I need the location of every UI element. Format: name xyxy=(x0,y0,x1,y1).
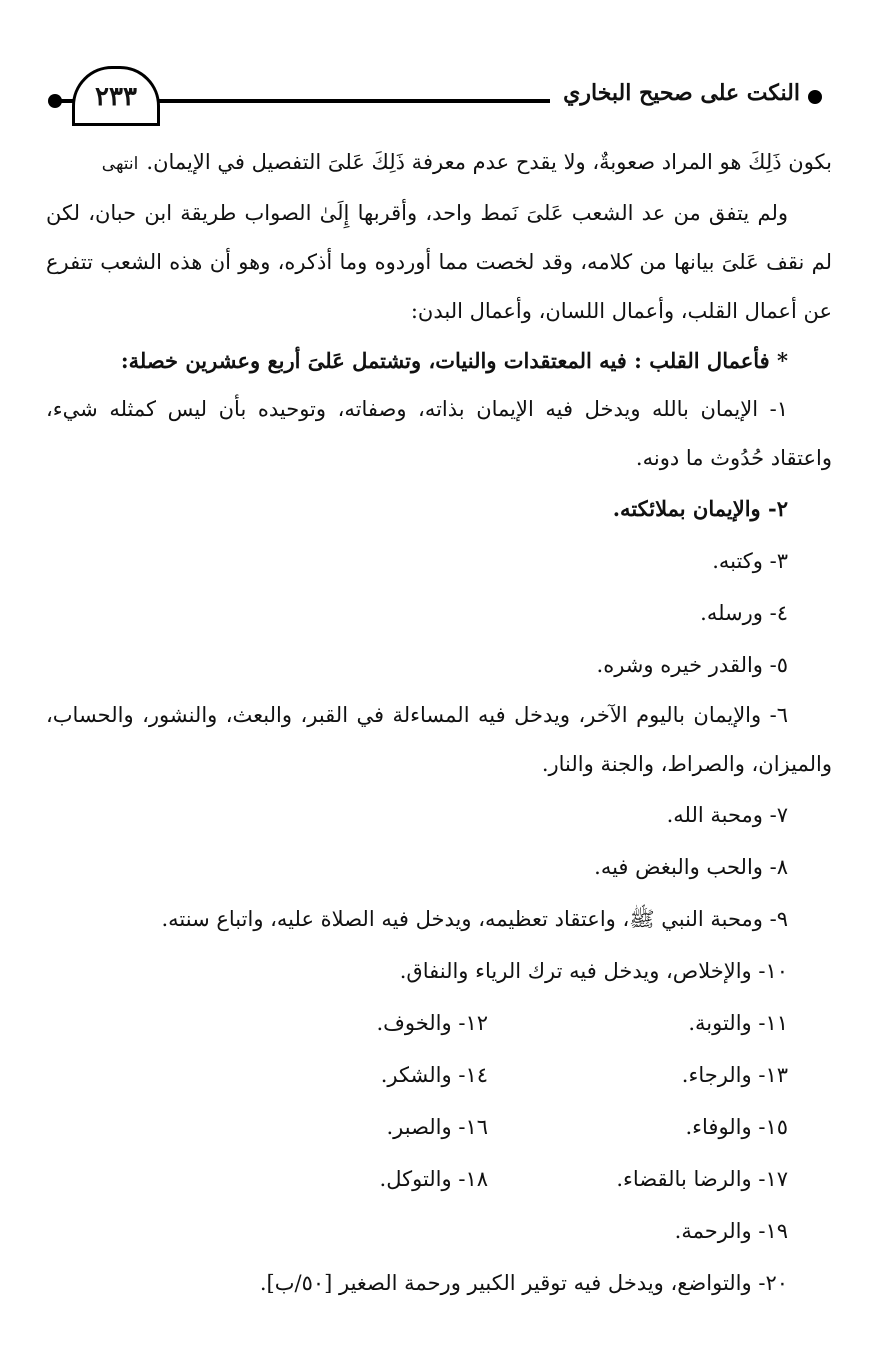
paragraph-1-text: بكون ذَلِكَ هو المراد صعوبةٌ، ولا يقدح عدم معرفة ذَلِكَ عَلىَ التفصيل في الإيمان. xyxy=(146,150,832,174)
list-row-11-12 xyxy=(46,997,832,1049)
list-row-15-16 xyxy=(46,1101,832,1153)
list-item-10: ١٠- والإخلاص، ويدخل فيه ترك الرياء والنفاق. xyxy=(399,959,788,983)
list-item-9: ٩- ومحبة النبي ﷺ، واعتقاد تعظيمه، ويدخل فيه الصلاة عليه، واتباع سنته. xyxy=(161,907,788,931)
header-dot-right xyxy=(808,90,822,104)
book-title: النكت على صحيح البخاري xyxy=(563,80,800,106)
list-item-5: ٥- والقدر خيره وشره. xyxy=(596,653,788,677)
list-item-11: ١١- والتوبة. xyxy=(688,1011,788,1035)
list-item-17: ١٧- والرضا بالقضاء. xyxy=(616,1167,788,1191)
list-item-14: ١٤- والشكر. xyxy=(380,1063,488,1087)
list-item-15: ١٥- والوفاء. xyxy=(685,1115,788,1139)
list-item-6: ٦- والإيمان باليوم الآخر، ويدخل فيه المساءلة في القبر، والبعث، والنشور، والحساب، والميزان، والصراط، والجنة والنار. xyxy=(46,703,832,776)
list-item-13: ١٣- والرجاء. xyxy=(681,1063,788,1087)
section-heading: * فأعمال القلب : فيه المعتقدات والنيات، وتشتمل عَلىَ أربع وعشرين خصلة: xyxy=(120,348,788,373)
list-item-18: ١٨- والتوكل. xyxy=(379,1167,488,1191)
paragraph-1 xyxy=(46,138,832,189)
list-item-20: ٢٠- والتواضع، ويدخل فيه توقير الكبير ورحمة الصغير [٥٠/ب]. xyxy=(259,1271,788,1295)
page-content xyxy=(46,138,832,1309)
page-header xyxy=(40,66,830,136)
list-item-7: ٧- ومحبة الله. xyxy=(666,803,788,827)
list-item-19: ١٩- والرحمة. xyxy=(674,1219,788,1243)
list-item-12: ١٢- والخوف. xyxy=(376,1011,488,1035)
paragraph-1-end-mark: انتهى xyxy=(101,154,139,174)
list-item-8: ٨- والحب والبغض فيه. xyxy=(594,855,788,879)
list-item-16: ١٦- والصبر. xyxy=(386,1115,488,1139)
list-item-2: ٢- والإيمان بملائكته. xyxy=(612,496,788,521)
list-item-3: ٣- وكتبه. xyxy=(712,549,788,573)
page-number: ٢٣٣ xyxy=(72,66,160,126)
list-row-13-14 xyxy=(46,1049,832,1101)
list-row-17-18 xyxy=(46,1153,832,1205)
paragraph-2: ولم يتفق من عد الشعب عَلىَ نَمط واحد، وأقربها إِلَىٰ الصواب طريقة ابن حبان، لكن لم نقف عَلىَ بيانها من كلامه، وقد لخصت مما أوردوه وما أذكره، وهو أن هذه الشعب تتفرع عن أعمال القلب، وأعمال اللسان، وأعمال البدن: xyxy=(46,201,832,323)
list-item-4: ٤- ورسله. xyxy=(700,601,788,625)
list-item-1: ١- الإيمان بالله ويدخل فيه الإيمان بذاته، وصفاته، وتوحيده بأن ليس كمثله شيء، واعتقاد حُدُوث ما دونه. xyxy=(46,397,832,470)
